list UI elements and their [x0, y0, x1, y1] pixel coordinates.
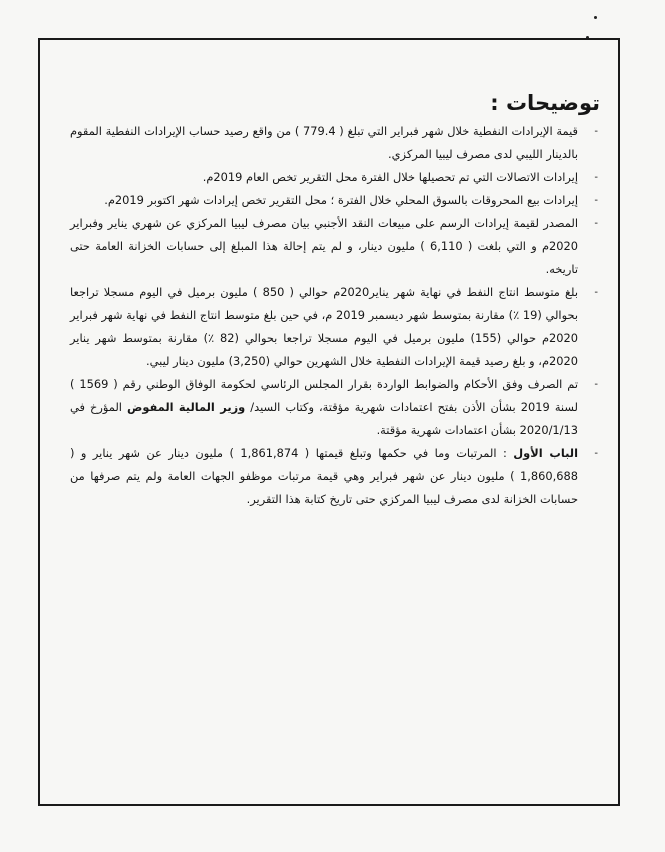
bullet-marker: -	[594, 287, 598, 298]
bullet-marker: -	[594, 172, 598, 183]
note-text-before: تم الصرف وفق الأحكام والضوابط الواردة بقرار المجلس الرئاسي لحكومة الوفاق الوطني رقم ( 1569 ) لسنة 2019 بشأن الأذن بفتح اعتمادات شهرية مؤقتة، وكتاب السيد/	[70, 377, 578, 414]
note-text-after: المؤرخ في 2020/1/13 بشأن اعتمادات شهرية مؤقتة.	[70, 400, 578, 437]
note-text: قيمة الإيرادات النفطية خلال شهر فبراير التي تبلغ ( 779.4 ) من واقع رصيد حساب الإيرادات النفطية المقوم بالدينار الليبي لدى مصرف ليبيا المركزي.	[70, 124, 578, 161]
bullet-marker: -	[594, 126, 598, 137]
notes-list	[70, 120, 600, 511]
bullet-marker: -	[594, 379, 598, 390]
note-oil-production	[70, 281, 600, 373]
note-spending-basis	[70, 373, 600, 442]
note-telecom-revenue	[70, 166, 600, 189]
note-oil-revenue	[70, 120, 600, 166]
note-text: إيرادات الاتصالات التي تم تحصيلها خلال الفترة محل التقرير تخص العام 2019م.	[202, 170, 578, 184]
note-bold-term: الباب الأول	[513, 446, 578, 460]
scan-speck	[594, 16, 597, 19]
note-text-after: : المرتبات وما في حكمها وتبلغ قيمتها ( 1,861,874 ) مليون دينار عن شهر يناير و ( 1,860,688 ) مليون دينار عن شهر فبراير وهي قيمة مرتبات موظفو الجهات العامة ولم يتم صرفها من حسابات الخزانة لدى مصرف ليبيا المركزي حتى تاريخ كتابة هذا التقرير.	[70, 446, 578, 506]
bullet-marker: -	[594, 218, 598, 229]
note-fx-fee-revenue	[70, 212, 600, 281]
bullet-marker: -	[594, 448, 598, 459]
note-fuel-revenue	[70, 189, 600, 212]
note-text: إيرادات بيع المحروقات بالسوق المحلي خلال الفترة ؛ محل التقرير تخص إيرادات شهر اكتوبر 2019م.	[104, 193, 578, 207]
page-border	[38, 38, 620, 806]
note-text: المصدر لقيمة إيرادات الرسم على مبيعات النقد الأجنبي بيان مصرف ليبيا المركزي عن شهري يناير وفبراير 2020م و التي بلغت ( 6,110 ) مليون دينار، و لم يتم إحالة هذا المبلغ إلى حسابات الخزانة العامة حتى تاريخه.	[70, 216, 578, 276]
note-text: بلغ متوسط انتاج النفط في نهاية شهر يناير2020م حوالي ( 850 ) مليون برميل في اليوم مسجلا تراجعا بحوالي (19 ٪) مقارنة بمتوسط شهر ديسمبر 2019 م، في حين بلغ متوسط انتاج النفط في نهاية شهر فبراير 2020م حوالي (155) مليون برميل في اليوم مسجلا تراجعا بحوالي (82 ٪) مقارنة بمتوسط شهر يناير 2020م، و بلغ رصيد قيمة الإيرادات النفطية خلال الشهرين حوالي (3,250) مليون دينار ليبي.	[70, 285, 579, 368]
explanations-heading: توضيحات :	[490, 91, 600, 115]
explanations-section	[70, 88, 600, 511]
bullet-marker: -	[594, 195, 598, 206]
note-bold-term: وزير المالية المفوض	[127, 400, 246, 414]
note-chapter-one-salaries	[70, 442, 600, 511]
